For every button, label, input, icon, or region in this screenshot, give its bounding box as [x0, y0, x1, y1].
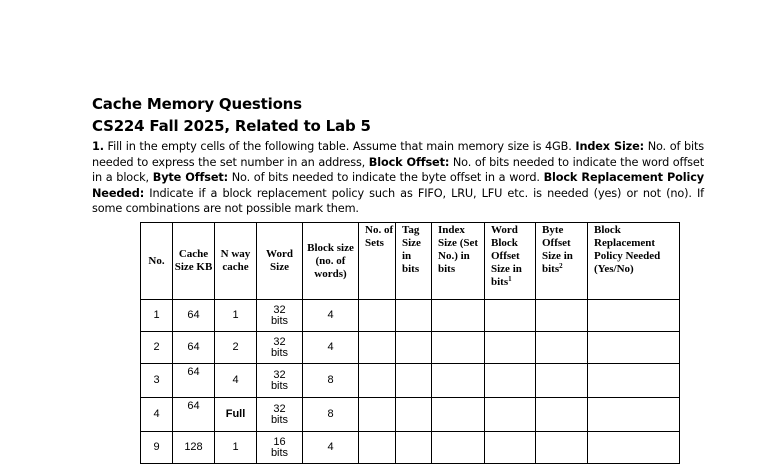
- header-word-block-offset: [485, 223, 536, 300]
- cell-word-size: [257, 432, 303, 464]
- cell-word-size-unit: bits: [270, 413, 289, 426]
- cell-n-way: Full: [215, 398, 257, 432]
- cell-word-offset-empty[interactable]: [485, 432, 536, 464]
- cell-word-size: [257, 332, 303, 364]
- table-header-row: [141, 223, 680, 300]
- footnote-1-marker: 1: [508, 275, 512, 283]
- cell-no: 2: [141, 332, 173, 364]
- cell-block-size: 8: [303, 364, 359, 398]
- header-no-of-sets: No. of Sets: [359, 223, 396, 300]
- header-index-size: Index Size (Set No.) in bits: [432, 223, 485, 300]
- cell-byte-offset-empty[interactable]: [536, 332, 588, 364]
- cell-policy-empty[interactable]: [588, 398, 680, 432]
- cell-word-size-unit: bits: [270, 446, 289, 459]
- header-word-block-offset-text: Word Block Offset Size in bits: [491, 224, 522, 288]
- policy-label: Block Replacement Policy Needed:: [92, 171, 704, 200]
- instruction-text-3: No. of bits needed to indicate the word offset in a block,: [92, 155, 704, 185]
- cell-n-way: 4: [215, 364, 257, 398]
- table-row: [141, 432, 680, 464]
- question-instructions: [92, 139, 704, 217]
- cell-no-of-sets-empty[interactable]: [359, 364, 396, 398]
- cell-tag-size-empty[interactable]: [396, 432, 432, 464]
- cell-n-way: 1: [215, 300, 257, 332]
- block-offset-label: Block Offset:: [368, 155, 450, 169]
- cell-cache-size: 64: [173, 364, 215, 398]
- instruction-text-4: No. of bits needed to indicate the byte offset in a word.: [227, 171, 544, 185]
- header-word-size: Word Size: [257, 223, 303, 300]
- instruction-text-2: No. of bits needed to express the set number in an address,: [92, 140, 704, 169]
- header-no: No.: [141, 223, 173, 300]
- cell-byte-offset-empty[interactable]: [536, 300, 588, 332]
- cell-word-size: [257, 398, 303, 432]
- cell-block-size: 4: [303, 432, 359, 464]
- index-size-label: Index Size:: [575, 140, 644, 153]
- footnote-2-marker: 2: [559, 262, 563, 270]
- cell-policy-empty[interactable]: [588, 364, 680, 398]
- table-row: [141, 332, 680, 364]
- table-row: [141, 364, 680, 398]
- cell-tag-size-empty[interactable]: [396, 332, 432, 364]
- cell-no: 3: [141, 364, 173, 398]
- cell-index-size-empty[interactable]: [432, 364, 485, 398]
- cell-no: 9: [141, 432, 173, 464]
- header-byte-offset: [536, 223, 588, 300]
- cell-cache-size: 64: [173, 332, 215, 364]
- cell-word-offset-empty[interactable]: [485, 364, 536, 398]
- cell-word-size: [257, 364, 303, 398]
- cell-byte-offset-empty[interactable]: [536, 432, 588, 464]
- cell-policy-empty[interactable]: [588, 432, 680, 464]
- cell-index-size-empty[interactable]: [432, 300, 485, 332]
- cell-index-size-empty[interactable]: [432, 398, 485, 432]
- cell-byte-offset-empty[interactable]: [536, 364, 588, 398]
- cell-word-offset-empty[interactable]: [485, 332, 536, 364]
- cell-tag-size-empty[interactable]: [396, 398, 432, 432]
- cell-index-size-empty[interactable]: [432, 332, 485, 364]
- cell-cache-size: 64: [173, 300, 215, 332]
- header-n-way: N way cache: [215, 223, 257, 300]
- cell-no-of-sets-empty[interactable]: [359, 432, 396, 464]
- cell-no-of-sets-empty[interactable]: [359, 398, 396, 432]
- cell-block-size: 4: [303, 300, 359, 332]
- cell-word-offset-empty[interactable]: [485, 398, 536, 432]
- cell-word-size-unit: bits: [270, 346, 289, 359]
- cell-word-size: [257, 300, 303, 332]
- cell-word-size-unit: bits: [270, 314, 289, 327]
- cell-n-way: 2: [215, 332, 257, 364]
- document-title: Cache Memory Questions: [92, 95, 302, 113]
- cell-tag-size-empty[interactable]: [396, 300, 432, 332]
- table-row: [141, 300, 680, 332]
- cell-index-size-empty[interactable]: [432, 432, 485, 464]
- cell-word-size-value: 16: [273, 435, 286, 448]
- cell-no-of-sets-empty[interactable]: [359, 300, 396, 332]
- document-subtitle: CS224 Fall 2025, Related to Lab 5: [92, 117, 371, 135]
- byte-offset-label: Byte Offset:: [152, 171, 228, 185]
- instruction-text-5: Indicate if a block replacement policy such as FIFO, LRU, LFU etc. is needed (yes) or not (no). If some combinations are not possible mark them.: [92, 186, 704, 216]
- cell-block-size: 4: [303, 332, 359, 364]
- cell-n-way: 1: [215, 432, 257, 464]
- cell-word-size-value: 32: [273, 335, 286, 348]
- cell-policy-empty[interactable]: [588, 300, 680, 332]
- cell-word-offset-empty[interactable]: [485, 300, 536, 332]
- cache-table: [140, 222, 680, 464]
- header-cache-size: Cache Size KB: [173, 223, 215, 300]
- cell-word-size-value: 32: [273, 402, 286, 415]
- cell-block-size: 8: [303, 398, 359, 432]
- cell-no: 1: [141, 300, 173, 332]
- cell-word-size-unit: bits: [270, 379, 289, 392]
- cell-cache-size: 128: [173, 432, 215, 464]
- cell-policy-empty[interactable]: [588, 332, 680, 364]
- header-byte-offset-text: Byte Offset Size in bits: [542, 224, 573, 275]
- table-row: [141, 398, 680, 432]
- cell-no: 4: [141, 398, 173, 432]
- cell-no-of-sets-empty[interactable]: [359, 332, 396, 364]
- cell-tag-size-empty[interactable]: [396, 364, 432, 398]
- header-tag-size: Tag Size in bits: [396, 223, 432, 300]
- header-block-size: Block size (no. of words): [303, 223, 359, 300]
- question-number: 1.: [92, 140, 104, 153]
- instruction-text-1: Fill in the empty cells of the following table. Assume that main memory size is 4GB.: [103, 140, 576, 153]
- cell-word-size-value: 32: [273, 303, 286, 316]
- cell-byte-offset-empty[interactable]: [536, 398, 588, 432]
- header-policy: Block Replacement Policy Needed (Yes/No): [588, 223, 680, 300]
- cell-cache-size: 64: [173, 398, 215, 432]
- cell-word-size-value: 32: [273, 368, 286, 381]
